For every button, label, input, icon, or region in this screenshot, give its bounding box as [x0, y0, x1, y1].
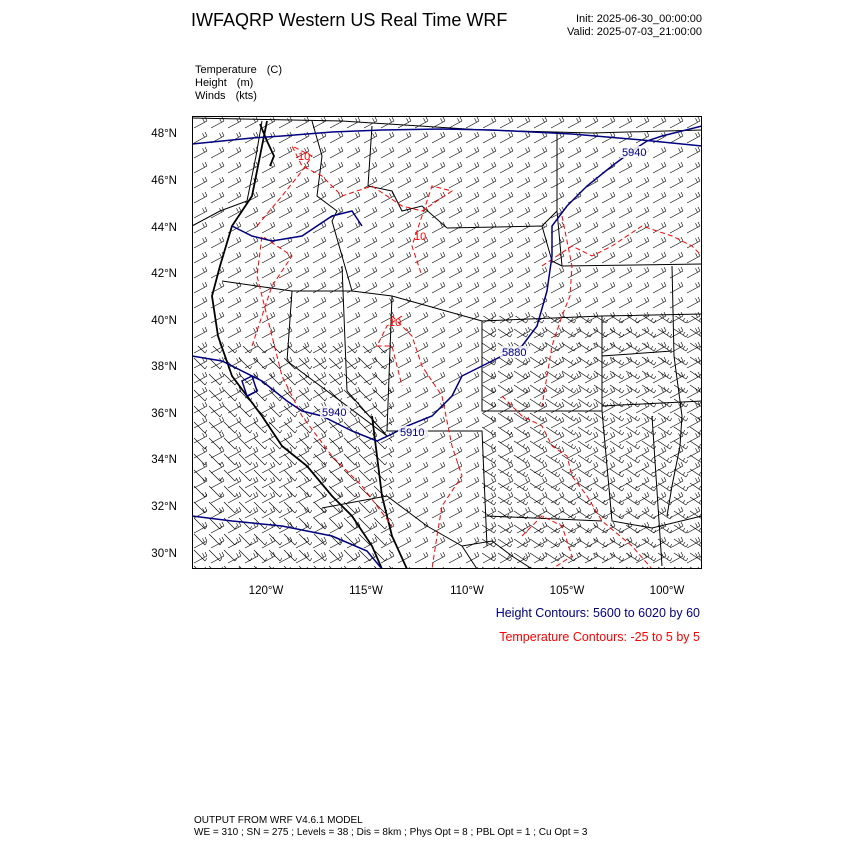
field-unit: (m): [236, 77, 254, 89]
height-contour-legend: Height Contours: 5600 to 6020 by 60: [495, 606, 700, 620]
temperature-contour-label: 10: [389, 317, 402, 329]
init-time: Init: 2025-06-30_00:00:00: [576, 13, 702, 25]
lat-label-30n: 30°N: [151, 548, 177, 560]
height-contour-label: 5910: [400, 427, 425, 439]
field-name: Winds: [195, 90, 226, 102]
lat-label-34n: 34°N: [151, 454, 177, 466]
field-height: [195, 77, 253, 89]
field-temperature: [195, 64, 282, 76]
height-contour-label: 5940: [322, 407, 347, 419]
lon-label-100w: 100°W: [649, 585, 685, 597]
valid-time: Valid: 2025-07-03_21:00:00: [567, 26, 702, 38]
temperature-contour-label: 10: [298, 151, 311, 163]
lon-label-115w: 115°W: [349, 585, 383, 597]
lat-label-46n: 46°N: [151, 175, 177, 187]
temperature-contour-label: 10: [414, 231, 427, 243]
lon-label-105w: 105°W: [549, 585, 585, 597]
lat-label-42n: 42°N: [151, 268, 177, 280]
map-title: IWFAQRP Western US Real Time WRF: [191, 10, 508, 30]
model-footer-line1: OUTPUT FROM WRF V4.6.1 MODEL: [194, 815, 363, 826]
field-name: Height: [195, 77, 227, 89]
lon-label-110w: 110°W: [450, 585, 484, 597]
map-canvas: [192, 116, 702, 569]
temperature-contour-legend: Temperature Contours: -25 to 5 by 5: [499, 630, 700, 644]
map-panel: [192, 116, 702, 569]
field-unit: (C): [266, 64, 283, 76]
wind-barbs-field-south: [192, 346, 392, 569]
height-contour-label: 5940: [622, 147, 647, 159]
lat-label-36n: 36°N: [151, 408, 177, 420]
height-contour-label: 5880: [502, 347, 527, 359]
field-name: Temperature: [195, 64, 257, 76]
lat-label-40n: 40°N: [151, 315, 177, 327]
lat-label-32n: 32°N: [151, 501, 177, 513]
lat-label-38n: 38°N: [151, 361, 177, 373]
field-unit: (kts): [235, 90, 257, 102]
lat-label-44n: 44°N: [151, 222, 177, 234]
lat-label-48n: 48°N: [151, 128, 177, 140]
field-winds: [195, 90, 257, 102]
lon-label-120w: 120°W: [248, 585, 284, 597]
model-footer-line2: WE = 310 ; SN = 275 ; Levels = 38 ; Dis = 8km ; Phys Opt = 8 ; PBL Opt = 1 ; Cu Opt = 3: [194, 827, 588, 838]
